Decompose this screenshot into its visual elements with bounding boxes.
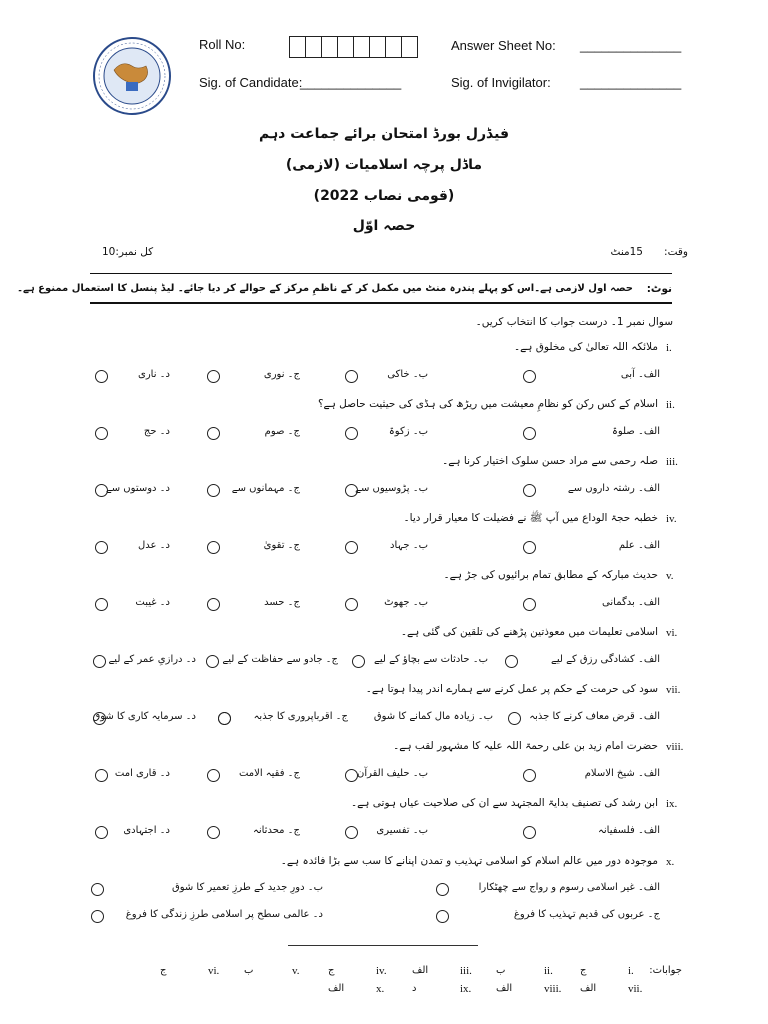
note-label: نوٹ: bbox=[646, 283, 672, 295]
invigilator-signature-label: Sig. of Invigilator: bbox=[451, 75, 551, 90]
option-d: د۔ سرمایہ کاری کا شوق bbox=[92, 711, 196, 722]
question-text: اسلام کے کس رکن کو نظامِ معیشت میں ریڑھ کی ہڈی کی حیثیت حاصل ہے؟ bbox=[317, 398, 658, 410]
option-d: د۔ قاری امت bbox=[114, 768, 170, 779]
option-c: ج۔ تقویٰ bbox=[263, 540, 300, 551]
time-label: وقت: bbox=[664, 246, 688, 258]
option-d: د۔ حج bbox=[143, 426, 170, 437]
option-a: الف۔ علم bbox=[618, 540, 660, 551]
option-a-bubble[interactable] bbox=[505, 655, 518, 668]
answer-number: iii. bbox=[460, 965, 472, 977]
question-text: ملائکہ اللہ تعالیٰ کی مخلوق ہے۔ bbox=[514, 341, 658, 353]
answer-value: ج bbox=[160, 965, 167, 976]
roll-no-boxes[interactable] bbox=[290, 36, 418, 58]
option-d-bubble[interactable] bbox=[95, 541, 108, 554]
option-b-bubble[interactable] bbox=[345, 826, 358, 839]
option-d-bubble[interactable] bbox=[95, 826, 108, 839]
answer-number: vi. bbox=[208, 965, 220, 977]
roll-no-label: Roll No: bbox=[199, 37, 246, 52]
option-c: ج۔ فقیہ الامت bbox=[238, 768, 300, 779]
option-c-bubble[interactable] bbox=[207, 370, 220, 383]
answer-value: د bbox=[412, 983, 417, 994]
question-text: اسلامی تعلیمات میں معوذتین پڑھنے کی تلقین کی گئی ہے۔ bbox=[400, 626, 658, 638]
answer-value: ب bbox=[244, 965, 254, 976]
question-number: vi. bbox=[666, 627, 678, 639]
question-text: ابن رشد کی تصنیف بدایۃ المجتہد سے ان کی صلاحیت عیاں ہوتی ہے۔ bbox=[350, 797, 658, 809]
answer-value: الف bbox=[496, 983, 513, 994]
option-c: ج۔ صوم bbox=[264, 426, 300, 437]
option-c-bubble[interactable] bbox=[207, 769, 220, 782]
answers-divider bbox=[288, 945, 478, 946]
answer-number: x. bbox=[376, 983, 385, 995]
option-c: ج۔ اقرباپروری کا جذبہ bbox=[253, 711, 348, 722]
option-d-bubble[interactable] bbox=[95, 484, 108, 497]
option-d: د۔ اجتہادی bbox=[123, 825, 170, 836]
answer-value: الف bbox=[412, 965, 429, 976]
question-number: ii. bbox=[666, 399, 675, 411]
option-c-bubble[interactable] bbox=[207, 541, 220, 554]
answer-number: ii. bbox=[544, 965, 553, 977]
option-c-bubble[interactable] bbox=[207, 484, 220, 497]
option-c-bubble[interactable] bbox=[207, 826, 220, 839]
option-d: د۔ درازیِ عمر کے لیے bbox=[108, 654, 196, 665]
question-number: iii. bbox=[666, 456, 678, 468]
note-bottom-rule bbox=[90, 302, 672, 304]
option-b-bubble[interactable] bbox=[352, 655, 365, 668]
option-a-bubble[interactable] bbox=[523, 370, 536, 383]
answer-value: الف bbox=[328, 983, 345, 994]
option-a: الف۔ بدگمانی bbox=[602, 597, 660, 608]
option-b-bubble[interactable] bbox=[345, 598, 358, 611]
question-text: حدیث مبارکہ کے مطابق تمام برائیوں کی جڑ ہے۔ bbox=[443, 569, 658, 581]
option-a-bubble[interactable] bbox=[523, 826, 536, 839]
question-text: خطبہ حجۃ الوداع میں آپ ﷺ نے فضیلت کا معیار قرار دیا۔ bbox=[403, 512, 658, 524]
answer-value: ب bbox=[496, 965, 506, 976]
option-c: ج۔ جادو سے حفاظت کے لیے bbox=[222, 654, 338, 665]
question-instruction: سوال نمبر 1۔ درست جواب کا انتخاب کریں۔ bbox=[475, 316, 673, 328]
option-d: د۔ ناری bbox=[138, 369, 170, 380]
paper-title: ماڈل پرچہ اسلامیات (لازمی) bbox=[285, 157, 483, 173]
answer-number: vii. bbox=[628, 983, 643, 995]
option-c: ج۔ نوری bbox=[263, 369, 300, 380]
answer-sheet-label: Answer Sheet No: bbox=[451, 38, 556, 53]
option-a: الف۔ آبی bbox=[620, 369, 660, 380]
option-d: د۔ عدل bbox=[138, 540, 170, 551]
total-marks: کل نمبر:10 bbox=[102, 246, 154, 258]
option-b: ب۔ حلیف القرآن bbox=[356, 768, 428, 779]
option-c-bubble[interactable] bbox=[207, 598, 220, 611]
note-top-rule bbox=[90, 273, 672, 274]
option-b: ب۔ جھوٹ bbox=[384, 597, 428, 608]
option-d-bubble[interactable] bbox=[95, 598, 108, 611]
option-d-bubble[interactable] bbox=[93, 712, 106, 725]
option-b-bubble[interactable] bbox=[91, 883, 104, 896]
question-number: i. bbox=[666, 342, 672, 354]
option-b: ب۔ زیادہ مال کمانے کا شوق bbox=[373, 711, 493, 722]
time-value: 15منٹ bbox=[610, 246, 643, 258]
option-b-bubble[interactable] bbox=[345, 541, 358, 554]
section-title: حصہ اوّل bbox=[352, 218, 416, 234]
option-c: ج۔ محدثانہ bbox=[252, 825, 300, 836]
answer-number: viii. bbox=[544, 983, 562, 995]
option-b-bubble[interactable] bbox=[345, 370, 358, 383]
answer-sheet-field[interactable]: ______________ bbox=[580, 38, 682, 53]
option-b: ب۔ تفسیری bbox=[376, 825, 428, 836]
question-number: iv. bbox=[666, 513, 677, 525]
option-b: ب۔ جہاد bbox=[390, 540, 428, 551]
invigilator-signature-field[interactable]: ______________ bbox=[580, 75, 682, 90]
board-logo bbox=[92, 36, 172, 116]
question-text: سود کی حرمت کے حکم پر عمل کرنے سے ہمارے اندر پیدا ہوتا ہے۔ bbox=[365, 683, 658, 695]
option-c: ج۔ حسد bbox=[264, 597, 300, 608]
option-b: ب۔ دورِ جدید کے طرزِ تعمیر کا شوق bbox=[171, 882, 323, 893]
question-text: موجودہ دور میں عالم اسلام کو اسلامی تہذیب و تمدن اپنانے کا سب سے بڑا فائدہ ہے۔ bbox=[280, 855, 658, 867]
answer-value: ج bbox=[328, 965, 335, 976]
answer-number: v. bbox=[292, 965, 300, 977]
note-text: حصہ اول لازمی ہے۔اس کو پہلے پندرہ منٹ میں مکمل کر کے ناظمِ مرکز کے حوالے کر دیا جائے۔ لیڈ پنسل کا استعمال ممنوع ہے۔ bbox=[17, 283, 633, 294]
option-d: د۔ غیبت bbox=[135, 597, 170, 608]
option-a: الف۔ قرض معاف کرنے کا جذبہ bbox=[529, 711, 660, 722]
question-number: v. bbox=[666, 570, 674, 582]
option-b-bubble[interactable] bbox=[345, 484, 358, 497]
option-a-bubble[interactable] bbox=[523, 427, 536, 440]
option-c-bubble[interactable] bbox=[436, 910, 449, 923]
option-d-bubble[interactable] bbox=[93, 655, 106, 668]
candidate-signature-field[interactable]: ______________ bbox=[300, 75, 402, 90]
option-b: ب۔ خاکی bbox=[387, 369, 428, 380]
option-d-bubble[interactable] bbox=[95, 769, 108, 782]
option-a-bubble[interactable] bbox=[523, 484, 536, 497]
option-a-bubble[interactable] bbox=[508, 712, 521, 725]
question-number: x. bbox=[666, 856, 675, 868]
option-a: الف۔ غیر اسلامی رسوم و رواج سے چھٹکارا bbox=[478, 882, 660, 893]
syllabus-title: (قومی نصاب 2022) bbox=[313, 188, 455, 204]
option-a: الف۔ رشتہ داروں سے bbox=[567, 483, 660, 494]
option-c: ج۔ عربوں کی قدیم تہذیب کا فروغ bbox=[513, 909, 660, 920]
question-number: ix. bbox=[666, 798, 678, 810]
option-b: ب۔ پڑوسیوں سے bbox=[355, 483, 428, 494]
answer-number: ix. bbox=[460, 983, 472, 995]
option-a-bubble[interactable] bbox=[523, 598, 536, 611]
answer-number: iv. bbox=[376, 965, 387, 977]
option-a-bubble[interactable] bbox=[523, 541, 536, 554]
option-b-bubble[interactable] bbox=[345, 769, 358, 782]
answers-label: جوابات: bbox=[649, 965, 682, 976]
candidate-signature-label: Sig. of Candidate: bbox=[199, 75, 303, 90]
board-title: فیڈرل بورڈ امتحان برائے جماعت دہم bbox=[258, 126, 510, 142]
option-a-bubble[interactable] bbox=[523, 769, 536, 782]
answer-value: ج bbox=[580, 965, 587, 976]
answer-number: i. bbox=[628, 965, 634, 977]
option-a: الف۔ شیخ الاسلام bbox=[584, 768, 660, 779]
option-c-bubble[interactable] bbox=[206, 655, 219, 668]
option-a: الف۔ کشادگی رزق کے لیے bbox=[551, 654, 660, 665]
option-a: الف۔ فلسفیانہ bbox=[598, 825, 660, 836]
option-c-bubble[interactable] bbox=[207, 427, 220, 440]
question-number: vii. bbox=[666, 684, 681, 696]
option-d-bubble[interactable] bbox=[95, 370, 108, 383]
option-d-bubble[interactable] bbox=[95, 427, 108, 440]
option-b-bubble[interactable] bbox=[345, 427, 358, 440]
question-number: viii. bbox=[666, 741, 684, 753]
option-a-bubble[interactable] bbox=[436, 883, 449, 896]
option-c-bubble[interactable] bbox=[218, 712, 231, 725]
question-text: حضرت امام زید بن علی رحمۃ اللہ علیہ کا مشہور لقب ہے۔ bbox=[393, 740, 658, 752]
answer-value: الف bbox=[580, 983, 597, 994]
question-text: صلہ رحمی سے مراد حسن سلوک اختیار کرنا ہے۔ bbox=[442, 455, 658, 467]
option-d: د۔ عالمی سطح پر اسلامی طرزِ زندگی کا فروغ bbox=[125, 909, 323, 920]
option-d: د۔ دوستوں سے bbox=[105, 483, 170, 494]
option-b: ب۔ حادثات سے بچاؤ کے لیے bbox=[374, 654, 488, 665]
option-c: ج۔ مہمانوں سے bbox=[231, 483, 300, 494]
option-b: ب۔ زکوۃ bbox=[388, 426, 428, 437]
option-d-bubble[interactable] bbox=[91, 910, 104, 923]
option-a: الف۔ صلوۃ bbox=[611, 426, 660, 437]
